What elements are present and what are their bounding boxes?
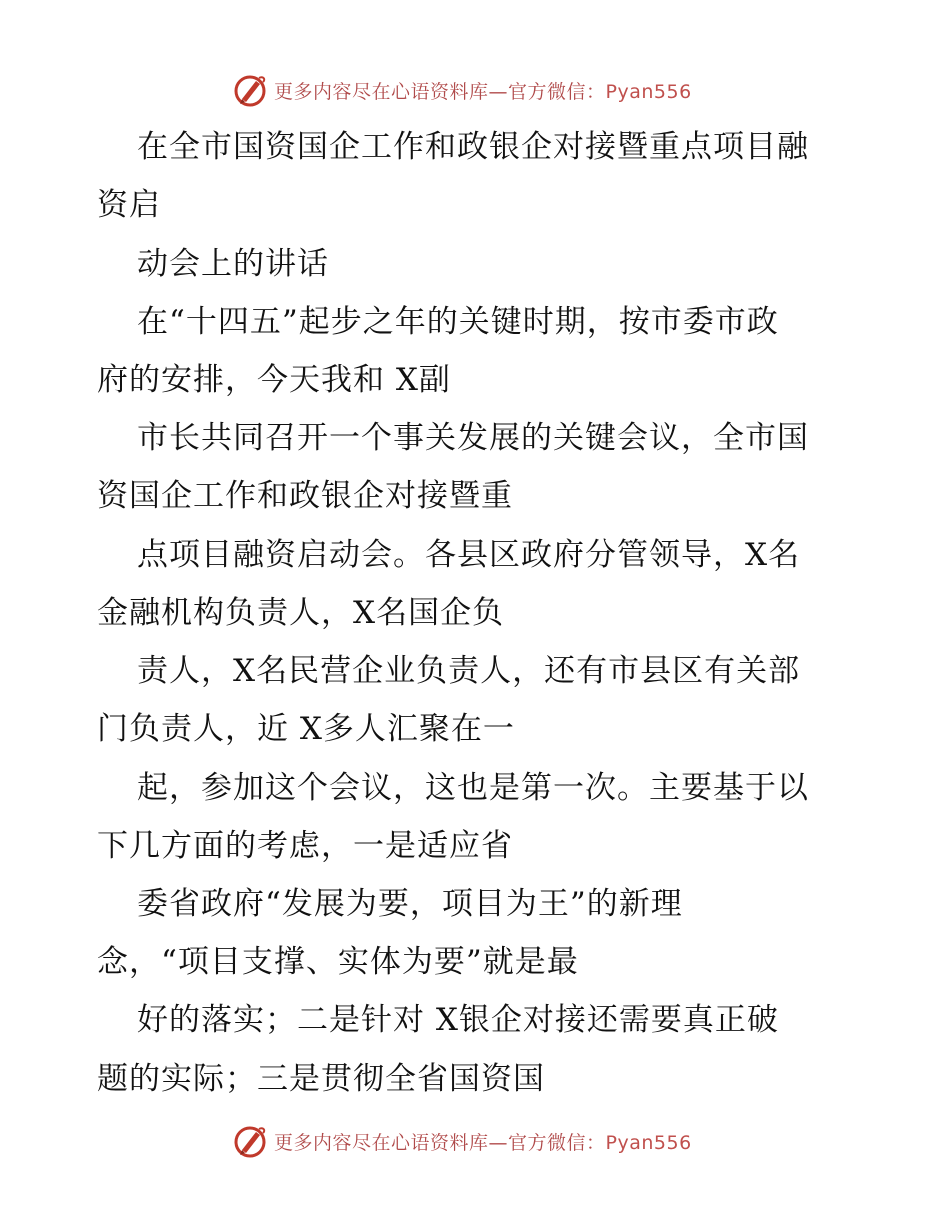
document-line: 动会上的讲话 [137,246,329,282]
document-line: 门负责人，近 X多人汇聚在一 [97,711,515,747]
document-line: 念，“项目支撑、实体为要”就是最 [97,944,579,980]
document-line: 在“十四五”起步之年的关键时期，按市委市政 [137,304,779,340]
document-line: 府的安排，今天我和 X副 [97,362,451,398]
document-line: 市长共同召开一个事关发展的关键会议，全市国 [137,420,809,456]
footer-banner [232,1123,692,1159]
pen-logo-icon [232,72,268,108]
header-banner-separator: — [488,80,509,103]
header-banner-handle: Pyan556 [605,80,692,103]
header-banner-text [274,77,692,104]
document-line: 下几方面的考虑，一是适应省 [97,828,513,864]
footer-banner-text [274,1128,692,1155]
header-banner-official: 官方微信： [508,80,606,103]
pen-logo-icon [232,1123,268,1159]
footer-banner-handle: Pyan556 [605,1131,692,1154]
document-line: 在全市国资国企工作和政银企对接暨重点项目融 [137,129,809,165]
footer-banner-title: 更多内容尽在心语资料库 [274,1131,489,1154]
header-banner-title: 更多内容尽在心语资料库 [274,80,489,103]
document-line: 金融机构负责人，X名国企负 [97,595,505,631]
document-line: 委省政府“发展为要，项目为王”的新理 [137,886,683,922]
document-line: 资启 [97,187,161,223]
footer-banner-official: 官方微信： [508,1131,606,1154]
document-line: 资国企工作和政银企对接暨重 [97,478,513,514]
document-line: 点项目融资启动会。各县区政府分管领导，X名 [137,537,801,573]
document-line: 责人，X名民营企业负责人，还有市县区有关部 [137,653,801,689]
document-line: 起，参加这个会议，这也是第一次。主要基于以 [137,770,809,806]
footer-banner-separator: — [488,1131,509,1154]
header-banner [232,72,692,108]
document-line: 题的实际；三是贯彻全省国资国 [97,1061,545,1097]
document-line: 好的落实；二是针对 X银企对接还需要真正破 [137,1002,779,1038]
